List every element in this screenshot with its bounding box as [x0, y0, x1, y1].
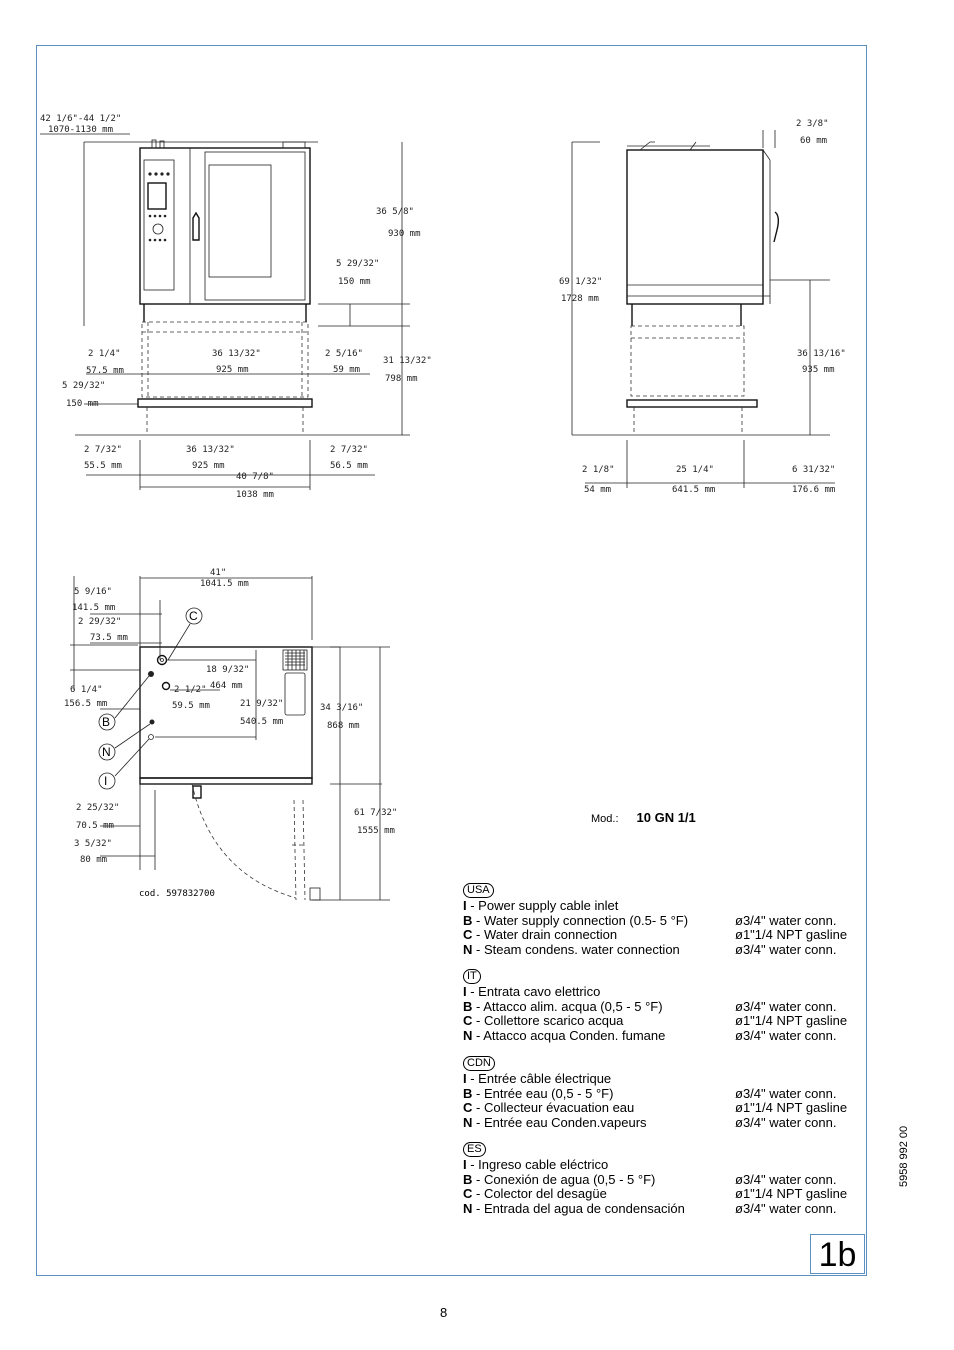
legend-row: B - Attacco alim. acqua (0,5 - 5 °F) ø3/4" water conn.	[463, 998, 837, 1014]
front-total-mm: 1038 mm	[236, 490, 274, 500]
legend-row: N - Attacco acqua Conden. fumane ø3/4" water conn.	[463, 1027, 837, 1043]
callout-c-point	[158, 656, 167, 665]
top-depth-in: 34 3/16"	[320, 703, 364, 713]
top-open-mm: 1555 mm	[357, 826, 395, 836]
lang-badge-it: IT	[463, 969, 481, 984]
legend-row: N - Entrada del agua de condensación ø3/4" water conn.	[463, 1200, 837, 1216]
side-stand-shelf	[627, 400, 757, 407]
callout-c-label: C	[189, 609, 198, 623]
side-door-handle	[774, 212, 778, 242]
legend-it	[463, 968, 863, 1043]
front-left-mm: 57.5 mm	[86, 366, 124, 376]
legend-row: B - Water supply connection (0.5- 5 °F) ø3/4" water conn.	[463, 912, 837, 928]
front-d1-in: 5 29/32"	[336, 259, 380, 269]
front-d2-mm: 798 mm	[385, 374, 418, 384]
control-knob	[153, 224, 163, 234]
document-number: 5958 992 00	[898, 1125, 910, 1187]
side-br-in: 6 31/32"	[792, 465, 836, 475]
legend-row: C - Water drain connection ø1"1/4 NPT gasline	[463, 927, 848, 943]
top-b-mm: 73.5 mm	[90, 633, 128, 643]
front-side-mm: 150 mm	[66, 399, 99, 409]
stand-shelf	[138, 399, 312, 407]
side-oven-body	[627, 150, 763, 304]
side-height-in: 69 1/32"	[559, 277, 603, 287]
front-width-in: 42 1/6"-44 1/2"	[40, 114, 122, 124]
front-br-mm: 56.5 mm	[330, 461, 368, 471]
front-bl-in: 2 7/32"	[84, 445, 122, 455]
top-c-in: 18 9/32"	[206, 665, 250, 675]
control-panel	[144, 160, 174, 290]
front-d1-mm: 150 mm	[338, 277, 371, 287]
legend-row: C - Colector del desagüe ø1"1/4 NPT gasline	[463, 1186, 848, 1202]
side-bc-in: 25 1/4"	[676, 465, 714, 475]
front-left-in: 2 1/4"	[88, 349, 121, 359]
top-h-in: 3 5/32"	[74, 839, 112, 849]
top-d-in: 2 1/2"	[174, 685, 207, 695]
front-glass-door	[209, 165, 271, 277]
side-stand-mm: 935 mm	[802, 365, 835, 375]
legend-row: N - Entrée eau Conden.vapeurs ø3/4" water conn.	[463, 1114, 837, 1130]
front-height-in: 36 5/8"	[376, 207, 414, 217]
front-view	[40, 114, 432, 500]
section-badge: 1b	[810, 1234, 865, 1274]
callout-n-label: N	[102, 745, 111, 759]
front-height-mm: 930 mm	[388, 229, 421, 239]
legend-row: I - Entrée câble électrique	[463, 1071, 612, 1086]
top-h-mm: 80 mm	[80, 855, 108, 865]
side-bl-in: 2 1/8"	[582, 465, 615, 475]
top-e-in: 21 9/32"	[240, 699, 284, 709]
legend-row: B - Conexión de agua (0,5 - 5 °F) ø3/4" water conn.	[463, 1171, 837, 1187]
front-center-mm: 925 mm	[216, 365, 249, 375]
page-number: 8	[440, 1305, 448, 1320]
front-oven-body	[140, 148, 310, 304]
side-stand-in: 36 13/16"	[797, 349, 846, 359]
legend-es	[463, 1141, 863, 1216]
top-f-mm: 156.5 mm	[64, 699, 108, 709]
top-width-in: 41"	[210, 568, 227, 578]
front-d2-in: 31 13/32"	[383, 356, 432, 366]
side-bl-mm: 54 mm	[584, 485, 612, 495]
control-display	[148, 183, 166, 209]
front-side-in: 5 29/32"	[62, 381, 106, 391]
top-f-in: 6 1/4"	[70, 685, 103, 695]
callout-b-label: B	[102, 715, 111, 729]
top-c-mm: 464 mm	[210, 681, 243, 691]
lang-badge-cdn: CDN	[463, 1056, 495, 1071]
front-right-in: 2 5/16"	[325, 349, 363, 359]
model-value: 10 GN 1/1	[636, 810, 696, 825]
lang-badge-es: ES	[463, 1142, 486, 1157]
top-view	[64, 568, 397, 900]
top-d-mm: 59.5 mm	[172, 701, 210, 711]
top-a-mm: 141.5 mm	[72, 603, 116, 613]
door-handle	[193, 213, 199, 240]
side-height-mm: 1728 mm	[561, 294, 599, 304]
legend-row: N - Steam condens. water connection ø3/4" water conn.	[463, 941, 837, 957]
legend-row: I - Power supply cable inlet	[463, 898, 619, 913]
top-g-mm: 70.5 mm	[76, 821, 114, 831]
side-bc-mm: 641.5 mm	[672, 485, 716, 495]
legend-row: C - Collecteur évacuation eau ø1"1/4 NPT gasline	[463, 1100, 848, 1116]
legend-row: I - Ingreso cable eléctrico	[463, 1157, 609, 1172]
lang-badge-usa: USA	[463, 883, 494, 898]
top-a-in: 5 9/16"	[74, 587, 112, 597]
callout-i-label: I	[104, 774, 108, 788]
model-label: Mod.:	[591, 813, 619, 825]
front-center-in: 36 13/32"	[212, 349, 261, 359]
side-view	[559, 119, 846, 495]
drawing-code: cod. 597832700	[139, 889, 215, 899]
top-g-in: 2 25/32"	[76, 803, 120, 813]
front-bc-mm: 925 mm	[192, 461, 225, 471]
legend-cdn	[463, 1055, 863, 1130]
model-line	[591, 810, 696, 825]
side-br-mm: 176.6 mm	[792, 485, 836, 495]
front-br-in: 2 7/32"	[330, 445, 368, 455]
legend-row: C - Collettore scarico acqua ø1"1/4 NPT gasline	[463, 1013, 848, 1029]
legend-row: I - Entrata cavo elettrico	[463, 984, 601, 999]
front-bc-in: 36 13/32"	[186, 445, 235, 455]
top-depth-mm: 868 mm	[327, 721, 360, 731]
side-top-mm: 60 mm	[800, 136, 828, 146]
front-width-mm: 1070-1130 mm	[48, 125, 114, 135]
top-b-in: 2 29/32"	[78, 617, 122, 627]
top-open-in: 61 7/32"	[354, 808, 398, 818]
top-width-mm: 1041.5 mm	[200, 579, 249, 589]
side-top-in: 2 3/8"	[796, 119, 829, 129]
legend-row: B - Entrée eau (0,5 - 5 °F) ø3/4" water conn.	[463, 1085, 837, 1101]
front-bl-mm: 55.5 mm	[84, 461, 122, 471]
legend-usa	[463, 882, 863, 957]
front-right-mm: 59 mm	[333, 365, 361, 375]
top-e-mm: 540.5 mm	[240, 717, 284, 727]
front-total-in: 40 7/8"	[236, 472, 274, 482]
